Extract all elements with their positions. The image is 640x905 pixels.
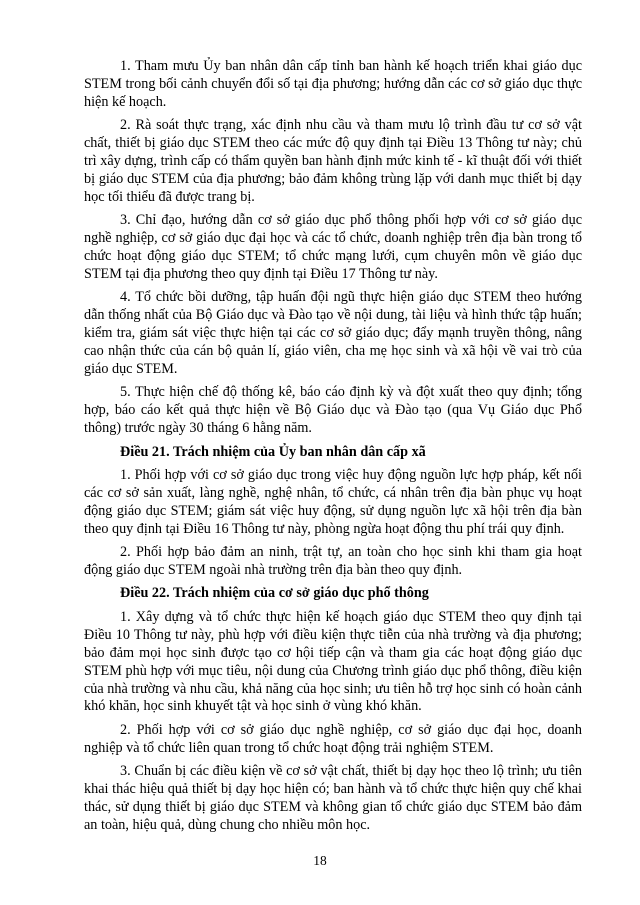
article-22-paragraph-3: 3. Chuẩn bị các điều kiện về cơ sở vật chất, thiết bị dạy học theo lộ trình; ưu tiên khai thác hiệu quả thiết bị dạy học hiện có; ban hành và tổ chức thực hiện quy chế khai thác, sử dụng thiết bị giáo dục STEM và không gian tổ chức giáo dục STEM bảo đảm an toàn, hiệu quả, dùng chung cho nhiều môn học. bbox=[84, 763, 582, 833]
article-21-paragraph-2: 2. Phối hợp bảo đảm an ninh, trật tự, an toàn cho học sinh khi tham gia hoạt động giáo dục STEM ngoài nhà trường trên địa bàn theo quy định. bbox=[84, 544, 582, 579]
page-number: 18 bbox=[313, 853, 327, 868]
article-22-paragraph-1: 1. Xây dựng và tổ chức thực hiện kế hoạch giáo dục STEM theo quy định tại Điều 10 Thông tư này, phù hợp với điều kiện thực tiễn của nhà trường và địa phương; bảo đảm mọi học sinh được tạo cơ hội tiếp cận và tham gia các hoạt động giáo dục STEM phù hợp với mục tiêu, nội dung của Chương trình giáo dục phổ thông, điều kiện của nhà trường và nhu cầu, khả năng của học sinh; ưu tiên hỗ trợ học sinh có hoàn cảnh khó khăn, học sinh khuyết tật và học sinh ở vùng khó khăn. bbox=[84, 608, 582, 715]
article-21-paragraph-1: 1. Phối hợp với cơ sở giáo dục trong việc huy động nguồn lực hợp pháp, kết nối các cơ sở sản xuất, làng nghề, nghệ nhân, tổ chức, cá nhân trên địa bàn phục vụ hoạt động giáo dục STEM; giám sát việc huy động, sử dụng nguồn lực xã hội trên địa bàn theo quy định tại Điều 16 Thông tư này, phòng ngừa hoạt động thu phí trái quy định. bbox=[84, 467, 582, 537]
paragraph-3: 3. Chỉ đạo, hướng dẫn cơ sở giáo dục phổ thông phối hợp với cơ sở giáo dục nghề nghiệp, cơ sở giáo dục đại học và các tổ chức, doanh nghiệp trên địa bàn trong tổ chức hoạt động giáo dục STEM; tổ chức mạng lưới, cụm chuyên môn về giáo dục STEM tại địa phương theo quy định tại Điều 17 Thông tư này. bbox=[84, 212, 582, 282]
paragraph-4: 4. Tổ chức bồi dưỡng, tập huấn đội ngũ thực hiện giáo dục STEM theo hướng dẫn thống nhất của Bộ Giáo dục và Đào tạo về nội dung, tài liệu và hình thức tập huấn; kiểm tra, giám sát việc thực hiện tại các cơ sở giáo dục; đẩy mạnh truyền thông, nâng cao nhận thức của cán bộ quản lí, giáo viên, cha mẹ học sinh và xã hội về vai trò của giáo dục STEM. bbox=[84, 289, 582, 377]
article-21-heading: Điều 21. Trách nhiệm của Ủy ban nhân dân cấp xã bbox=[120, 443, 426, 460]
article-22-paragraph-2: 2. Phối hợp với cơ sở giáo dục nghề nghiệp, cơ sở giáo dục đại học, doanh nghiệp và tổ chức liên quan trong tổ chức hoạt động trải nghiệm STEM. bbox=[84, 721, 582, 756]
paragraph-2: 2. Rà soát thực trạng, xác định nhu cầu và tham mưu lộ trình đầu tư cơ sở vật chất, thiết bị giáo dục STEM theo các mức độ quy định tại Điều 13 Thông tư này; chủ trì xây dựng, trình cấp có thẩm quyền ban hành định mức kinh tế - kĩ thuật đối với thiết bị giáo dục STEM của địa phương; bảo đảm không trùng lặp với danh mục thiết bị dạy học tối thiểu đã được trang bị. bbox=[84, 117, 582, 205]
article-22-heading: Điều 22. Trách nhiệm của cơ sở giáo dục phổ thông bbox=[120, 585, 429, 602]
paragraph-5: 5. Thực hiện chế độ thống kê, báo cáo định kỳ và đột xuất theo quy định; tổng hợp, báo cáo kết quả thực hiện về Bộ Giáo dục và Đào tạo (qua Vụ Giáo dục Phổ thông) trước ngày 30 tháng 6 hằng năm. bbox=[84, 384, 582, 437]
paragraph-1: 1. Tham mưu Ủy ban nhân dân cấp tỉnh ban hành kế hoạch triển khai giáo dục STEM trong bối cảnh chuyển đổi số tại địa phương; hướng dẫn các cơ sở giáo dục thực hiện kế hoạch. bbox=[84, 58, 582, 110]
document-page bbox=[84, 58, 582, 840]
